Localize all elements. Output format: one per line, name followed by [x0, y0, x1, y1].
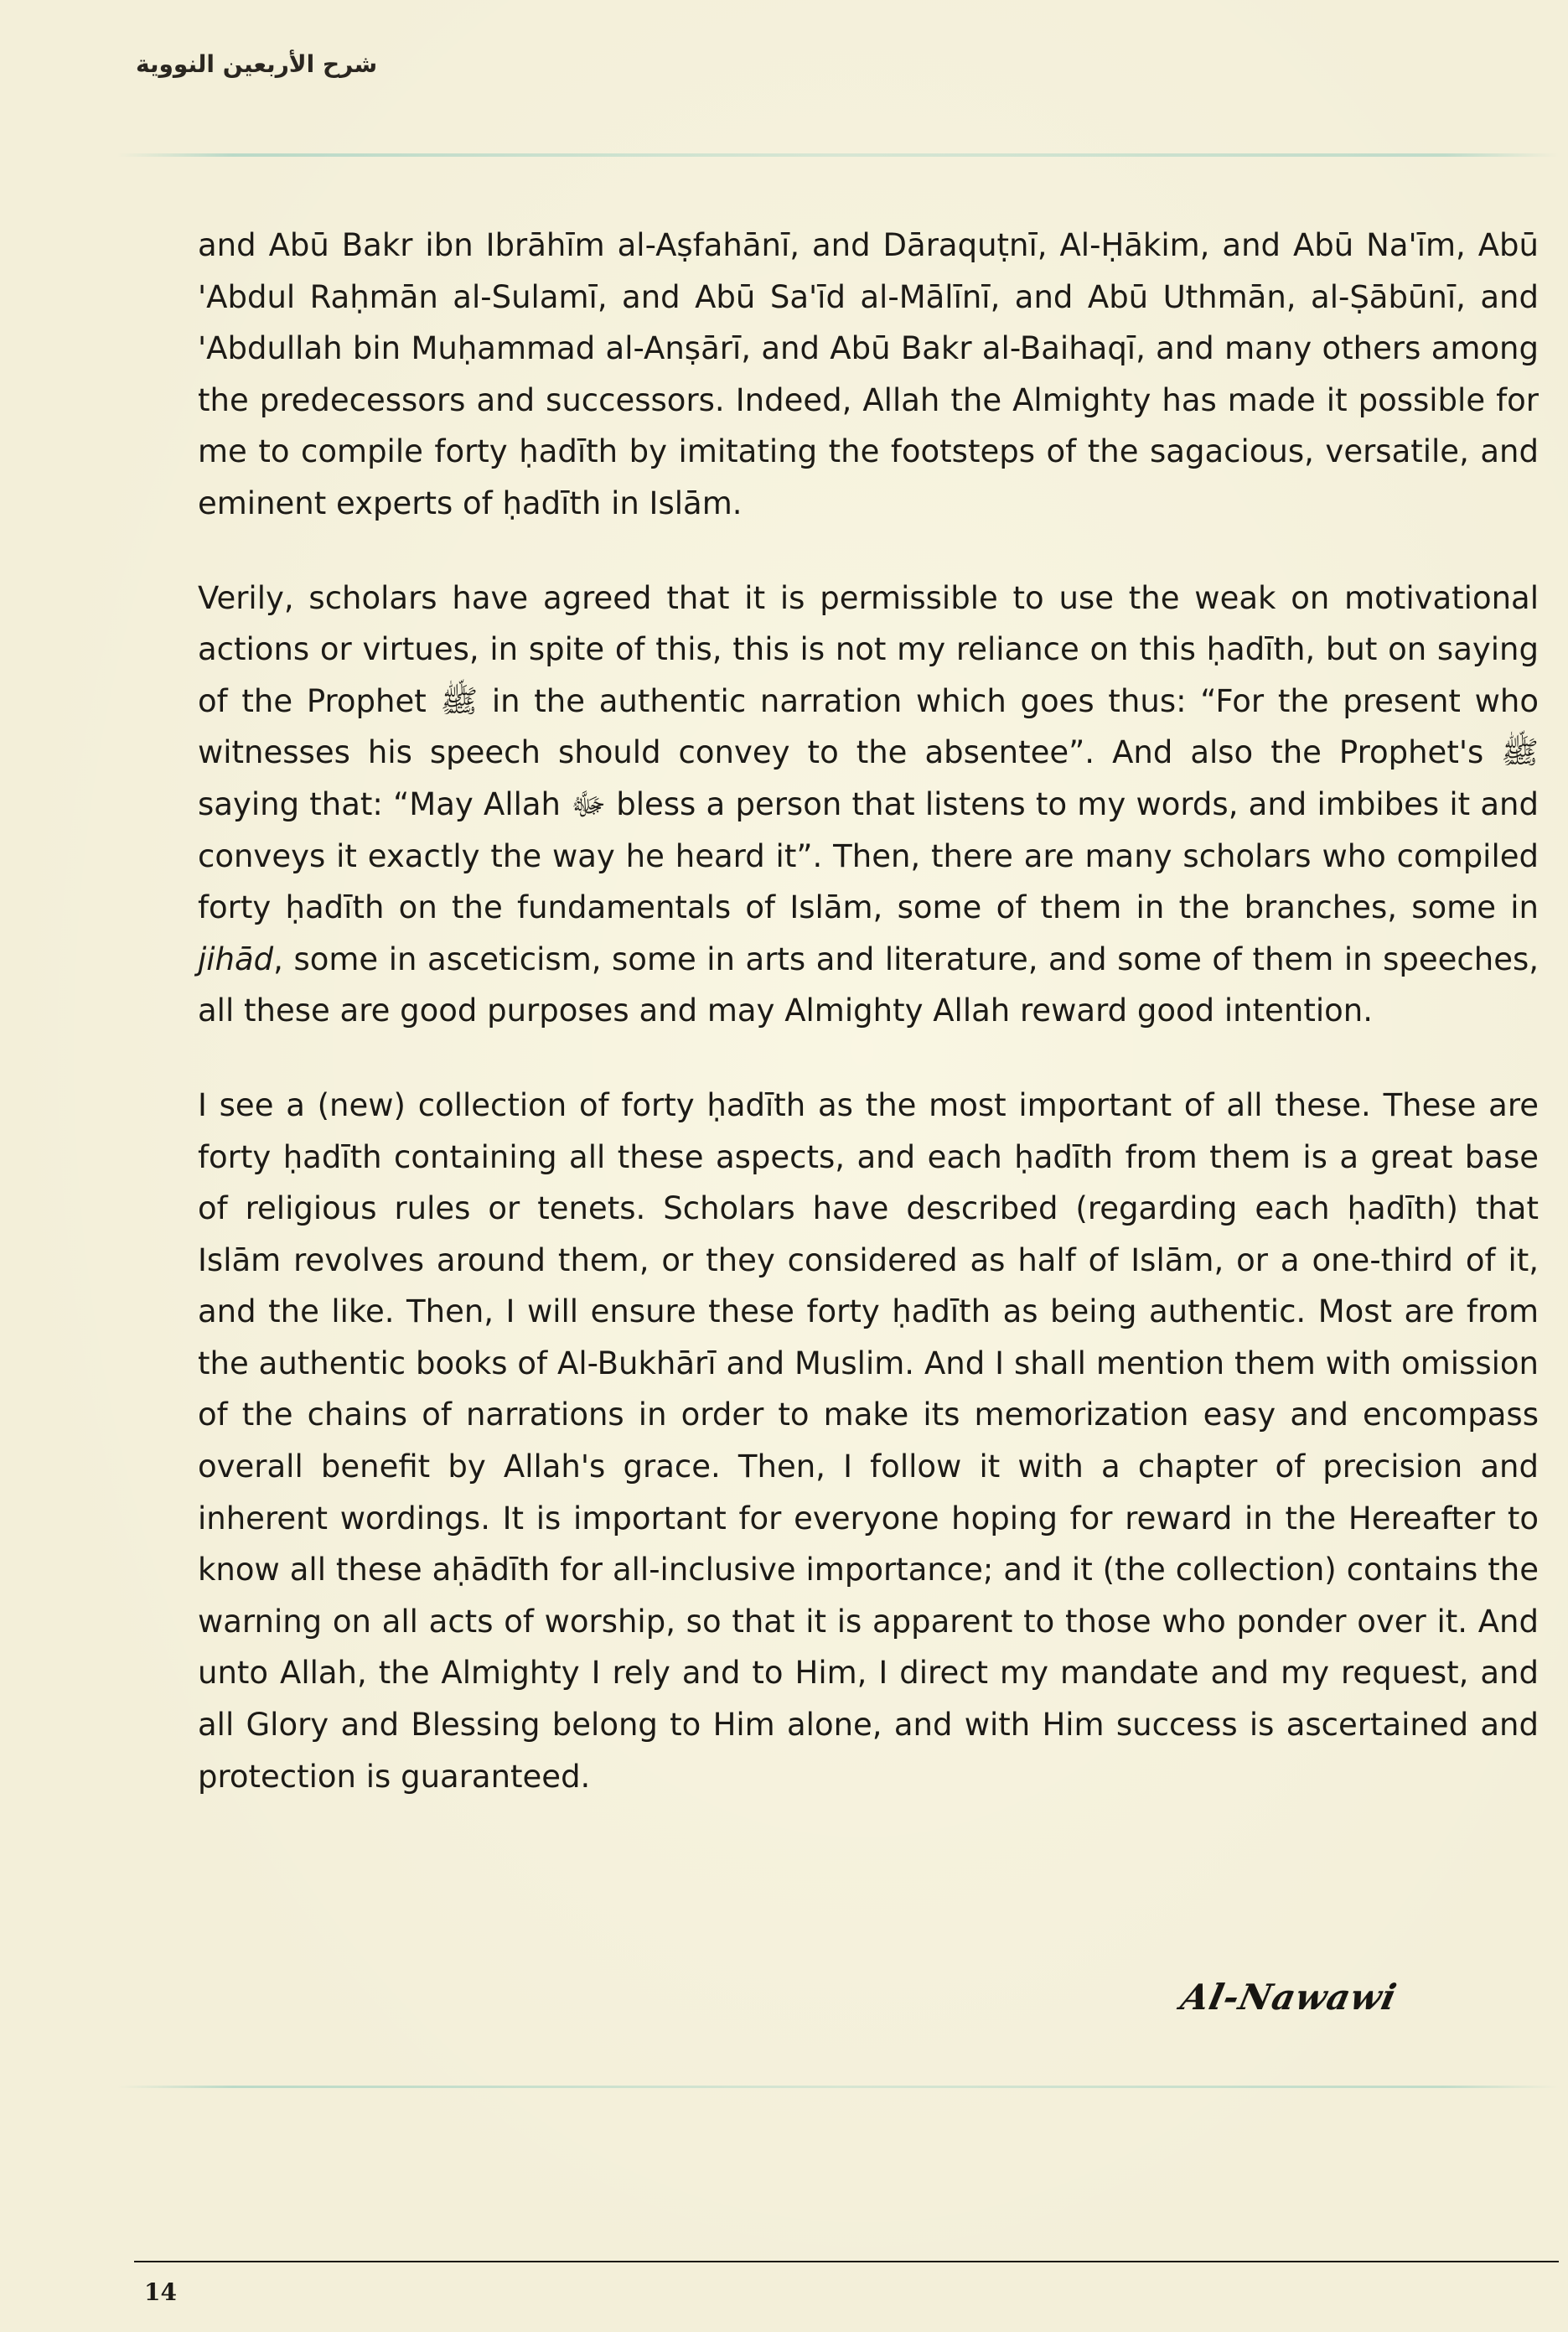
page-number: 14	[144, 2278, 177, 2306]
paragraph-1: and Abū Bakr ibn Ibrāhīm al-Aṣfahānī, and Dāraquṭnī, Al-Ḥākim, and Abū Na'īm, Abū 'Abdul Raḥmān al-Sulamī, and Abū Sa'īd al-Mālīnī, and Abū Uthmān, al-Ṣābūnī, and 'Abdullah bin Muḥammad al-Anṣārī, and Abū Bakr al-Baihaqī, and many others among the predecessors and successors. Indeed, Allah the Almighty has made it possible for me to compile forty ḥadīth by imitating the footsteps of the sagacious, versatile, and eminent experts of ḥadīth in Islām.	[198, 227, 1539, 521]
main-text	[198, 220, 1539, 1802]
paragraph-3: I see a (new) collection of forty ḥadīth as the most important of all these. These are forty ḥadīth containing all these aspects, and each ḥadīth from them is a great base of religious rules or tenets. Scholars have described (regarding each ḥadīth) that Islām revolves around them, or they considered as half of Islām, or a one-third of it, and the like. Then, I will ensure these forty ḥadīth as being authentic. Most are from the authentic books of Al-Bukhārī and Muslim. And I shall mention them with omission of the chains of narrations in order to make its memorization easy and encompass overall benefit by Allah's grace. Then, I follow it with a chapter of precision and inherent wordings. It is important for everyone hoping for reward in the Hereafter to know all these aḥādīth for all-inclusive importance; and it (the collection) contains the warning on all acts of worship, so that it is apparent to those who ponder over it. And unto Allah, the Almighty I rely and to Him, I direct my mandate and my request, and all Glory and Blessing belong to Him alone, and with Him success is ascertained and protection is guaranteed.	[198, 1086, 1539, 1795]
italic-term: jihād	[198, 941, 274, 977]
author-signature: Al-Nawawi	[1177, 1977, 1401, 2018]
paragraph-2: Verily, scholars have agreed that it is permissible to use the weak on motivational actions or virtues, in spite of this, this is not my reliance on this ḥadīth, but on saying of the Prophet ﷺ in the authentic narration which goes thus: “For the present who witnesses his speech should convey to the absentee”. And also the Prophet's ﷺ saying that: “May Allah ﷻ bless a person that listens to my words, and imbibes it and conveys it exactly the way he heard it”. Then, there are many scholars who compiled forty ḥadīth on the fundamentals of Islām, some of them in the branches, some in jihād, some in asceticism, some in arts and literature, and some of them in speeches, all these are good purposes and may Almighty Allah reward good intention.	[198, 579, 1539, 1029]
footer-rule	[134, 2261, 1559, 2262]
bleed-through-rule-bottom	[117, 2086, 1559, 2088]
bleed-through-rule-top	[117, 153, 1559, 157]
running-header: شرح الأربعين النووية	[136, 50, 378, 78]
